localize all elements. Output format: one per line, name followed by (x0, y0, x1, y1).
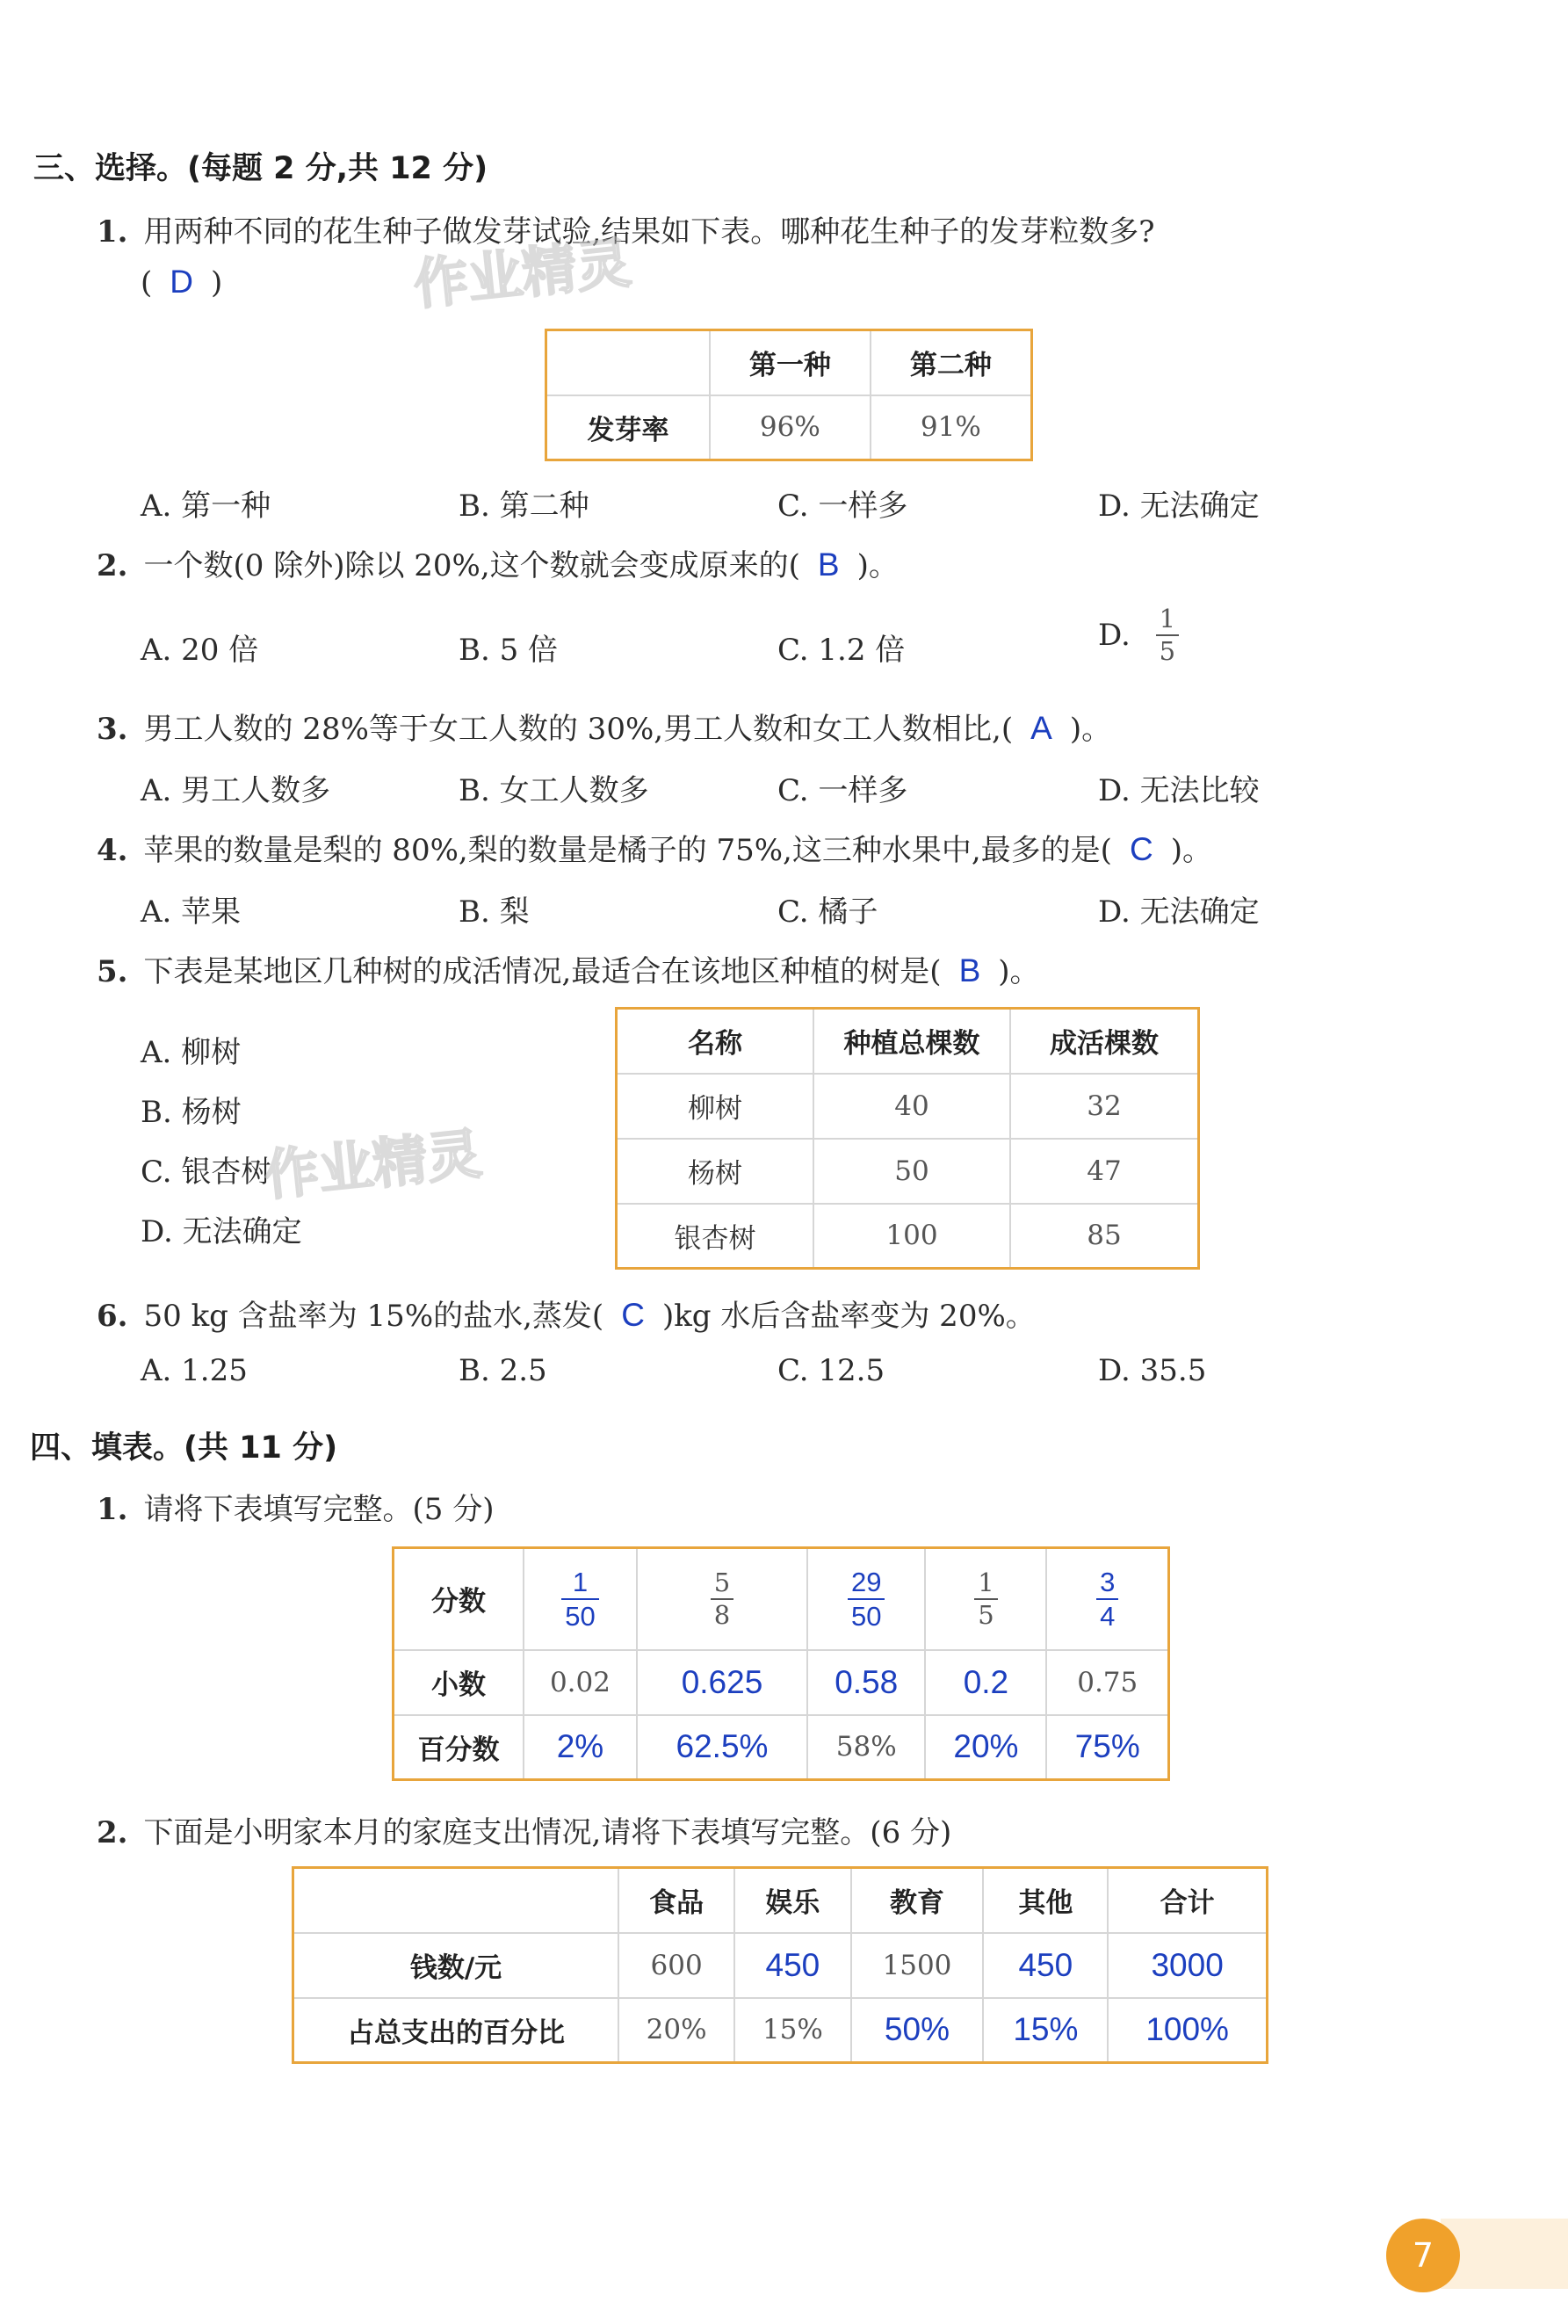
household-expense-table (292, 1866, 1268, 2064)
option-a: A. 20 倍 (141, 633, 259, 668)
fraction (974, 1567, 997, 1630)
numerator: 1 (572, 1566, 589, 1597)
question-text-end: )。 (1170, 833, 1212, 868)
question-number: 1. (97, 214, 128, 250)
option-b: B. 杨树 (141, 1095, 242, 1130)
table-header: 教育 (851, 1868, 984, 1933)
table-header: 食品 (618, 1868, 734, 1933)
table-cell: 58% (807, 1715, 925, 1780)
row-label: 钱数/元 (293, 1933, 619, 1998)
answer-q5: B (958, 952, 981, 988)
table-cell-answer: 450 (983, 1933, 1108, 1998)
question-text: 下表是某地区几种树的成活情况,最适合在该地区种植的树是( (143, 954, 942, 989)
table-cell-answer: 100% (1108, 1998, 1267, 2063)
page-number: 7 (1386, 2219, 1460, 2292)
option-c: C. 一样多 (777, 489, 908, 524)
table-header: 成活棵数 (1010, 1009, 1199, 1074)
table-cell: 91% (871, 395, 1032, 460)
option-a: A. 第一种 (141, 489, 271, 524)
table-cell-answer: 50% (851, 1998, 984, 2063)
answer-q2: B (817, 547, 840, 583)
question-text: 请将下表填写完整。(5 分) (143, 1492, 495, 1527)
table-header: 合计 (1108, 1868, 1267, 1933)
fraction (561, 1568, 598, 1630)
question-text-end: )。 (1069, 712, 1112, 747)
table-header: 娱乐 (734, 1868, 850, 1933)
question-4 (97, 826, 1212, 869)
table-cell: 85 (1010, 1204, 1199, 1269)
table-cell-answer: 3000 (1108, 1933, 1267, 1998)
table-cell-answer: 450 (734, 1933, 850, 1998)
row-label: 分数 (394, 1548, 524, 1650)
fraction-decimal-percent-table (392, 1546, 1170, 1781)
denominator: 5 (974, 1598, 997, 1628)
table-cell-answer: 0.625 (637, 1650, 807, 1715)
option-d: D. 无法比较 (1098, 773, 1260, 808)
denominator: 50 (561, 1598, 598, 1630)
table-cell: 0.75 (1046, 1650, 1168, 1715)
question-number: 6. (97, 1299, 128, 1334)
paren-close: ) (211, 265, 223, 300)
question-3 (97, 705, 1111, 748)
numerator: 29 (850, 1566, 882, 1597)
paren-open: ( (141, 265, 153, 300)
table-header: 种植总棵数 (813, 1009, 1010, 1074)
table-corner (546, 330, 711, 395)
numerator: 1 (1159, 604, 1176, 633)
question-text-end: )kg 水后含盐率变为 20%。 (661, 1299, 1036, 1334)
numerator: 1 (978, 1567, 994, 1597)
option-b: B. 5 倍 (459, 633, 559, 668)
question-text: 一个数(0 除外)除以 20%,这个数就会变成原来的( (143, 548, 800, 583)
question-text: 用两种不同的花生种子做发芽试验,结果如下表。哪种花生种子的发芽粒数多? (143, 214, 1155, 250)
question-text-end: )。 (856, 548, 899, 583)
row-label: 百分数 (394, 1715, 524, 1780)
question-number: 5. (97, 954, 128, 989)
question-text: 下面是小明家本月的家庭支出情况,请将下表填写完整。(6 分) (143, 1815, 952, 1850)
fraction (1156, 606, 1179, 664)
row-label: 占总支出的百分比 (293, 1998, 619, 2063)
table-cell (925, 1548, 1046, 1650)
fraction (848, 1568, 885, 1630)
table-header: 其他 (983, 1868, 1108, 1933)
question-number: 2. (97, 1815, 128, 1850)
option-d: D. 无法确定 (141, 1214, 302, 1249)
denominator: 50 (848, 1598, 885, 1630)
option-c: C. 银杏树 (141, 1155, 271, 1190)
question-text-end: )。 (998, 954, 1040, 989)
question-number: 1. (97, 1492, 128, 1527)
table-cell: 柳树 (617, 1074, 814, 1139)
option-b: B. 梨 (459, 894, 530, 930)
table-cell: 15% (734, 1998, 850, 2063)
answer-q1: D (170, 264, 193, 300)
table-cell: 600 (618, 1933, 734, 1998)
denominator: 4 (1096, 1598, 1118, 1630)
table-cell-answer: 62.5% (637, 1715, 807, 1780)
option-b: B. 第二种 (459, 489, 589, 524)
question-6 (97, 1292, 1036, 1335)
watermark: 作业精灵 (410, 230, 634, 317)
table-cell: 0.02 (524, 1650, 637, 1715)
fraction (711, 1567, 733, 1630)
question-text: 50 kg 含盐率为 15%的盐水,蒸发( (143, 1299, 604, 1334)
table-cell-answer: 2% (524, 1715, 637, 1780)
option-b: B. 女工人数多 (459, 773, 649, 808)
table-cell: 32 (1010, 1074, 1199, 1139)
option-b: B. 2.5 (459, 1353, 547, 1388)
question-number: 4. (97, 833, 128, 868)
option-d: D. 35.5 (1098, 1353, 1207, 1388)
table-cell-answer: 0.2 (925, 1650, 1046, 1715)
option-a: A. 苹果 (141, 894, 242, 930)
germination-table (545, 329, 1033, 461)
table-header: 第一种 (710, 330, 871, 395)
table-cell (807, 1548, 925, 1650)
question-text: 苹果的数量是梨的 80%,梨的数量是橘子的 75%,这三种水果中,最多的是( (143, 833, 1112, 868)
answer-q4: C (1129, 831, 1153, 867)
option-d (1098, 606, 1179, 664)
option-c: C. 橘子 (777, 894, 878, 930)
table-cell: 50 (813, 1139, 1010, 1204)
table-cell: 银杏树 (617, 1204, 814, 1269)
table-cell-answer: 15% (983, 1998, 1108, 2063)
section-3-title: 三、选择。(每题 2 分,共 12 分) (33, 151, 488, 186)
question-1-answer-line (141, 264, 222, 300)
table-header: 名称 (617, 1009, 814, 1074)
answer-q3: A (1030, 710, 1052, 746)
table-cell: 100 (813, 1204, 1010, 1269)
tree-survival-table (615, 1007, 1200, 1270)
numerator: 3 (1100, 1566, 1116, 1597)
row-label: 小数 (394, 1650, 524, 1715)
table-cell-answer: 20% (925, 1715, 1046, 1780)
table-cell: 20% (618, 1998, 734, 2063)
table-header: 第二种 (871, 330, 1032, 395)
question-2 (97, 541, 899, 584)
table-cell-answer: 75% (1046, 1715, 1168, 1780)
numerator: 5 (713, 1567, 731, 1597)
fill-question-1 (97, 1485, 494, 1528)
row-label: 发芽率 (546, 395, 711, 460)
watermark: 作业精灵 (261, 1121, 485, 1208)
question-text: 男工人数的 28%等于女工人数的 30%,男工人数和女工人数相比,( (143, 712, 1014, 747)
option-a: A. 柳树 (141, 1035, 242, 1070)
table-cell: 40 (813, 1074, 1010, 1139)
question-number: 3. (97, 712, 128, 747)
option-d: D. 无法确定 (1098, 894, 1260, 930)
table-cell (524, 1548, 637, 1650)
table-cell (637, 1548, 807, 1650)
table-cell (1046, 1548, 1168, 1650)
table-cell: 96% (710, 395, 871, 460)
option-d: D. 无法确定 (1098, 489, 1260, 524)
table-cell: 1500 (851, 1933, 984, 1998)
option-c: C. 12.5 (777, 1353, 885, 1388)
question-number: 2. (97, 548, 128, 583)
section-4-title: 四、填表。(共 11 分) (30, 1430, 338, 1466)
option-c: C. 一样多 (777, 773, 908, 808)
option-label: D. (1098, 618, 1131, 653)
fraction (1096, 1568, 1118, 1630)
option-a: A. 男工人数多 (141, 773, 331, 808)
option-a: A. 1.25 (141, 1353, 248, 1388)
fill-question-2 (97, 1808, 951, 1851)
answer-q6: C (621, 1297, 645, 1333)
question-5 (97, 947, 1040, 990)
denominator: 5 (1156, 634, 1179, 664)
table-cell: 杨树 (617, 1139, 814, 1204)
table-cell: 47 (1010, 1139, 1199, 1204)
denominator: 8 (711, 1598, 733, 1628)
option-c: C. 1.2 倍 (777, 633, 906, 668)
table-cell-answer: 0.58 (807, 1650, 925, 1715)
table-corner (293, 1868, 619, 1933)
